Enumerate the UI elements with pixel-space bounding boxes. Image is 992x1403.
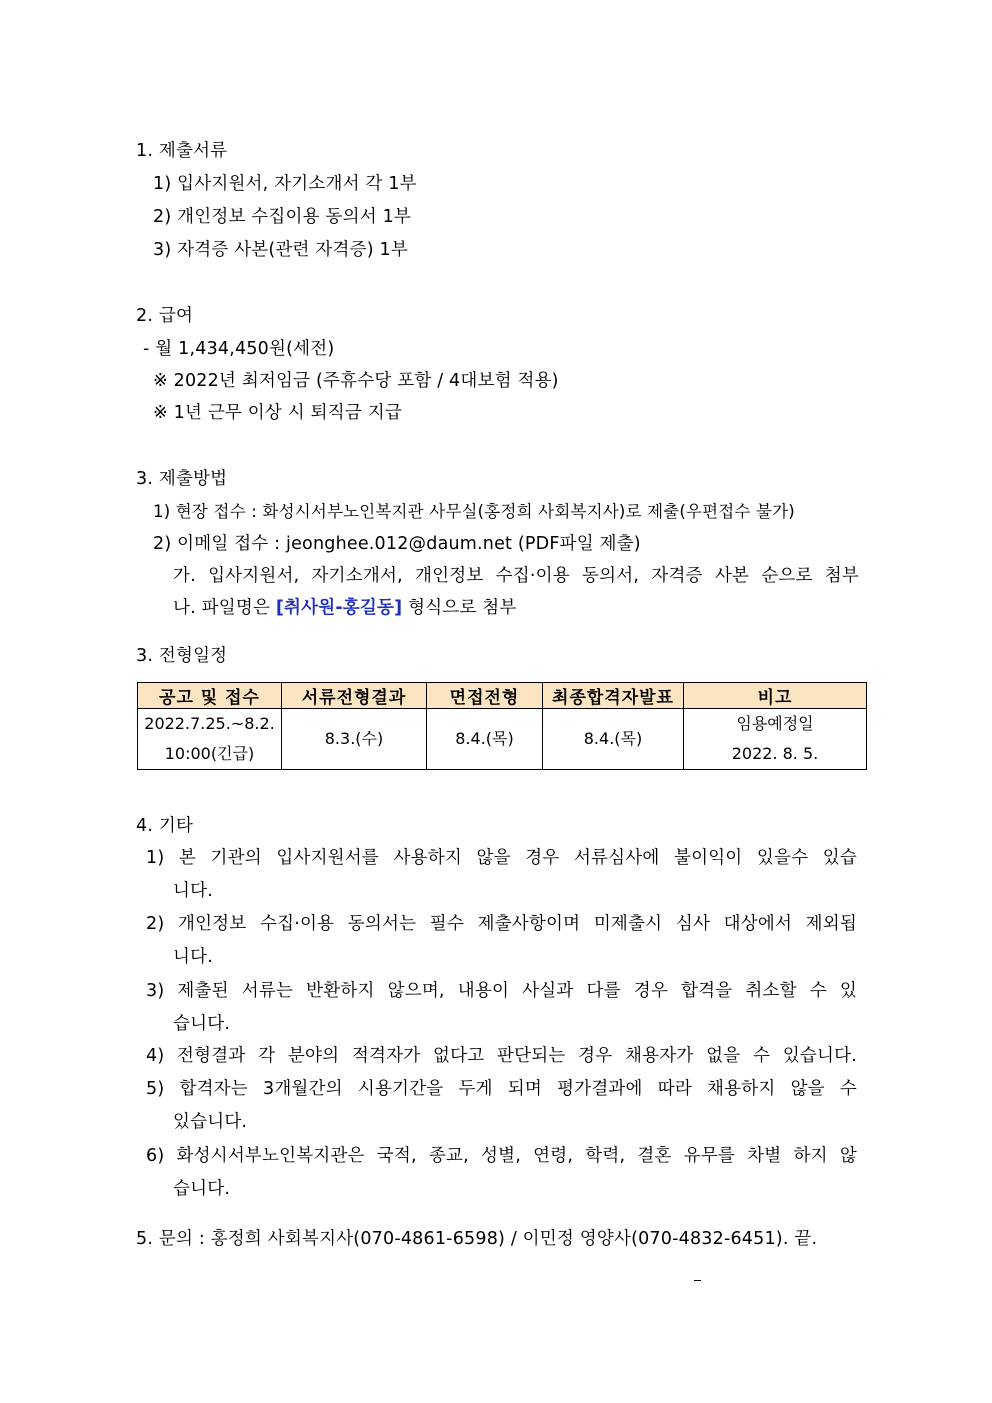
etc-item-1: 1) 본 기관의 입사지원서를 사용하지 않을 경우 서류심사에 불이익이 있을수 있습 — [146, 848, 857, 868]
section1-item-1: 1) 입사지원서, 자기소개서 각 1부 — [153, 174, 417, 194]
etc-item-3-cont: 습니다. — [173, 1014, 231, 1034]
contact-line: 5. 문의 : 홍정희 사회복지사(070-4861-6598) / 이민정 영양사(070-4832-6451). 끝. — [136, 1229, 818, 1249]
section1-title: 1. 제출서류 — [136, 141, 228, 161]
submit-onsite: 1) 현장 접수 : 화성시서부노인복지관 사무실(홍정희 사회복지사)로 제출(우편접수 불가) — [153, 502, 795, 521]
etc-item-4: 4) 전형결과 각 분야의 적격자가 없다고 판단되는 경우 채용자가 없을 수 있습니다. — [146, 1046, 857, 1066]
cell-doc-result: 8.3.(수) — [282, 709, 427, 770]
notice-deadline: 10:00(긴급) — [164, 744, 255, 763]
etc-item-3: 3) 제출된 서류는 반환하지 않으며, 내용이 사실과 다를 경우 합격을 취소할 수 있 — [146, 981, 857, 1001]
salary-line: - 월 1,434,450원(세전) — [143, 339, 335, 359]
etc-item-6-cont: 습니다. — [173, 1179, 231, 1199]
header-doc-result: 서류전형결과 — [282, 683, 427, 709]
section1-item-3: 3) 자격증 사본(관련 자격증) 1부 — [153, 240, 408, 260]
salary-note-1: ※ 2022년 최저임금 (주휴수당 포함 / 4대보험 적용) — [153, 371, 559, 391]
cell-interview: 8.4.(목) — [427, 709, 543, 770]
remark-label: 임용예정일 — [736, 714, 814, 733]
salary-note-2: ※ 1년 근무 이상 시 퇴직금 지급 — [153, 403, 402, 423]
etc-item-2: 2) 개인정보 수집·이용 동의서는 필수 제출사항이며 미제출시 심사 대상에서 제외됩 — [146, 914, 857, 934]
schedule-title: 3. 전형일정 — [136, 646, 228, 666]
etc-item-5: 5) 합격자는 3개월간의 시용기간을 두게 되며 평가결과에 따라 채용하지 않을 수 — [146, 1079, 857, 1099]
notice-period: 2022.7.25.~8.2. — [144, 714, 275, 733]
header-notice: 공고 및 접수 — [138, 683, 282, 709]
section2-title: 2. 급여 — [136, 306, 194, 326]
etc-item-5-cont: 있습니다. — [173, 1112, 248, 1132]
section1-item-2: 2) 개인정보 수집이용 동의서 1부 — [153, 207, 412, 227]
remark-date: 2022. 8. 5. — [731, 744, 819, 763]
etc-item-1-cont: 니다. — [173, 881, 213, 901]
submit-email-filename — [173, 597, 516, 619]
etc-item-6: 6) 화성시서부노인복지관은 국적, 종교, 성별, 연령, 학력, 결혼 유무를 차별 하지 않 — [146, 1146, 857, 1166]
section3-title: 3. 제출방법 — [136, 469, 228, 489]
header-interview: 면접전형 — [427, 683, 543, 709]
cell-final: 8.4.(목) — [543, 709, 684, 770]
page-mark — [694, 1280, 701, 1281]
section4-title: 4. 기타 — [136, 816, 194, 836]
filename-prefix: 나. 파일명은 — [173, 598, 276, 618]
filename-format: [취사원-홍길동] — [275, 598, 403, 618]
header-final: 최종합격자발표 — [543, 683, 684, 709]
cell-notice — [138, 709, 282, 770]
filename-suffix: 형식으로 첨부 — [402, 598, 517, 618]
submit-email: 2) 이메일 접수 : jeonghee.012@daum.net (PDF파일 제출) — [153, 534, 641, 554]
submit-email-order: 가. 입사지원서, 자기소개서, 개인정보 수집·이용 동의서, 자격증 사본 순으로 첨부 — [173, 566, 859, 586]
cell-remark — [684, 709, 867, 770]
schedule-table — [137, 682, 867, 770]
schedule-header-row — [138, 683, 867, 709]
schedule-row — [138, 709, 867, 770]
header-remark: 비고 — [684, 683, 867, 709]
etc-item-2-cont: 니다. — [173, 947, 213, 967]
